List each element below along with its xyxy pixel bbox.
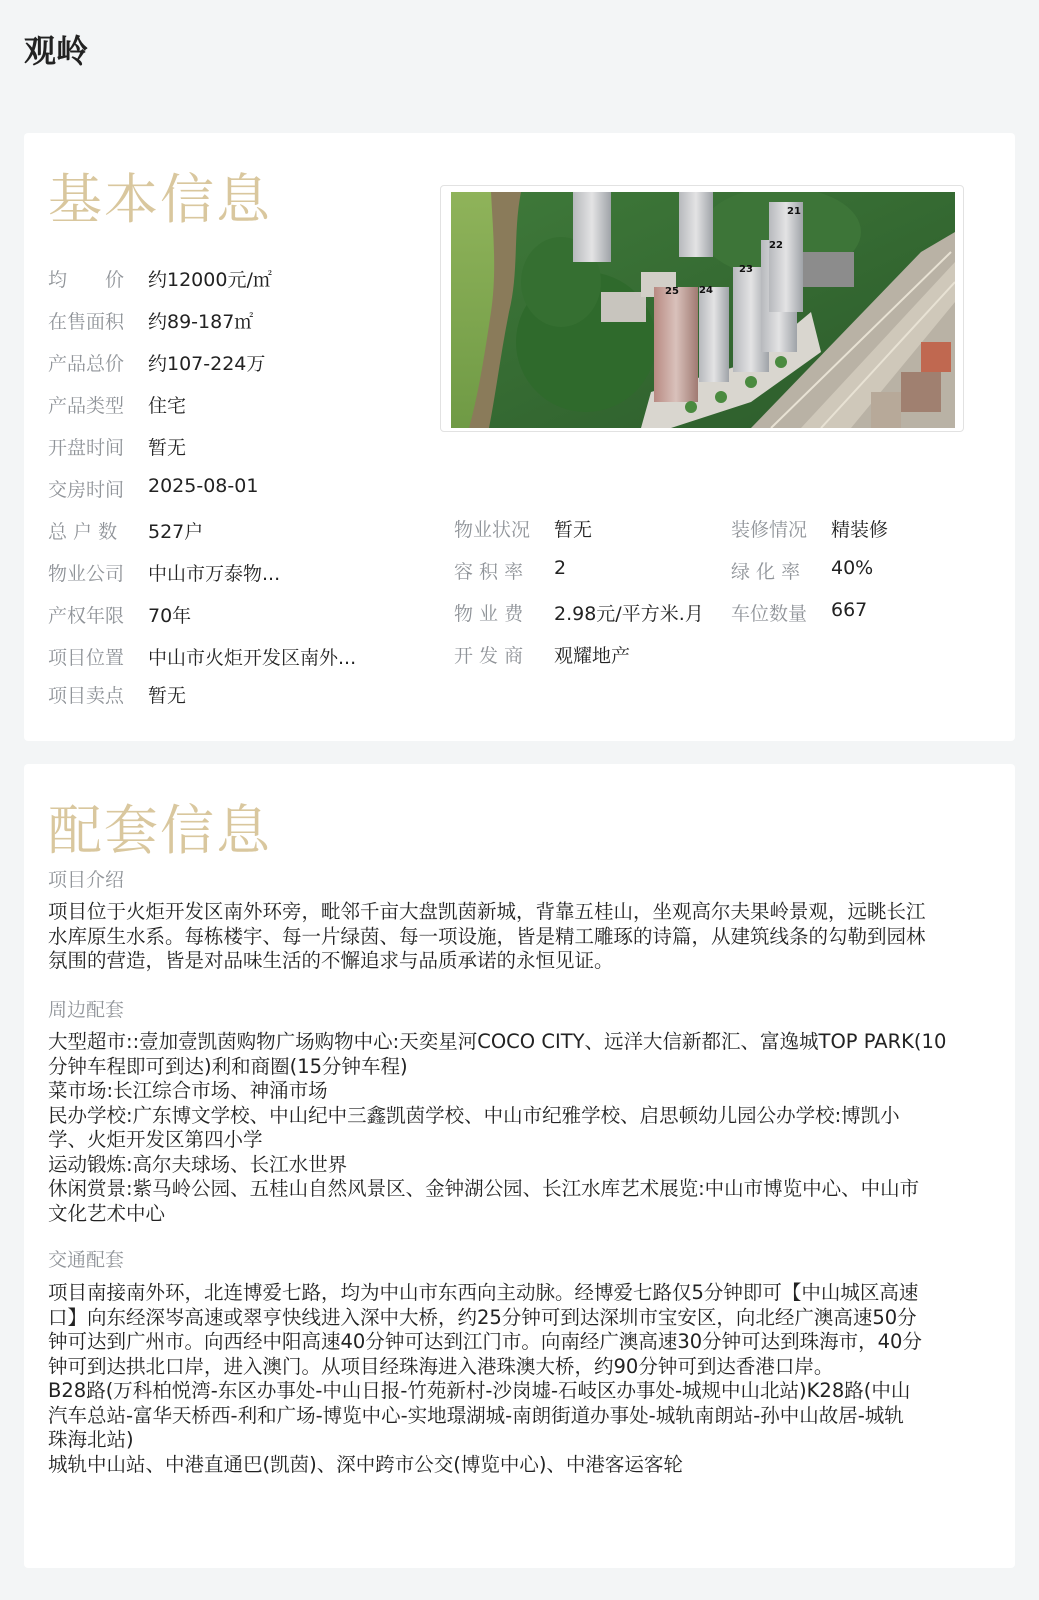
surround-line: 休闲赏景:紫马岭公园、五桂山自然风景区、金钟湖公园、长江水库艺术展览:中山市博览中心、中山市 bbox=[48, 1177, 920, 1200]
info-label: 物业公司 bbox=[48, 563, 125, 585]
info-label: 交房时间 bbox=[48, 479, 125, 501]
info-label: 容 积 率 bbox=[454, 561, 524, 583]
traffic-line: 城轨中山站、中港直通巴(凯茵)、深中跨市公交(博览中心)、中港客运客轮 bbox=[48, 1452, 683, 1476]
traffic-label: 交通配套 bbox=[48, 1249, 125, 1271]
facility-info-card bbox=[24, 764, 1015, 1568]
info-value: 40% bbox=[831, 557, 874, 579]
info-value: 住宅 bbox=[148, 395, 187, 417]
traffic-paragraph bbox=[48, 1281, 998, 1477]
surround-line: 运动锻炼:高尔夫球场、长江水世界 bbox=[48, 1152, 348, 1176]
intro-line: 水库原生水系。每栋楼宇、每一片绿茵、每一项设施，皆是精工雕琢的诗篇，从建筑线条的勾勒到园林 bbox=[48, 924, 926, 948]
info-value: 暂无 bbox=[554, 519, 593, 541]
info-value: 中山市万泰物... bbox=[148, 563, 281, 585]
building-label: 25 bbox=[665, 286, 679, 297]
building-label: 21 bbox=[787, 206, 801, 217]
info-value: 约89-187㎡ bbox=[148, 311, 254, 333]
info-value: 约12000元/㎡ bbox=[148, 269, 272, 291]
info-label: 总 户 数 bbox=[48, 521, 118, 543]
info-value: 观耀地产 bbox=[554, 645, 631, 667]
traffic-line: 钟可达到广州市。向西经中阳高速40分钟可达到江门市。向南经广澳高速30分钟可达到珠海市，40分 bbox=[48, 1330, 922, 1353]
surround-line: 菜市场:长江综合市场、神涌市场 bbox=[48, 1079, 328, 1102]
info-value: 暂无 bbox=[148, 685, 187, 707]
info-label: 开盘时间 bbox=[48, 437, 125, 459]
surround-paragraph bbox=[48, 1030, 998, 1226]
traffic-line: B28路(万科柏悦湾-东区办事处-中山日报-竹苑新村-沙岗墟-石岐区办事处-城规中山北站)K28路(中山 bbox=[48, 1379, 911, 1402]
info-value: 667 bbox=[831, 599, 868, 621]
info-label: 项目卖点 bbox=[48, 685, 125, 707]
basic-info-card bbox=[24, 133, 1015, 741]
info-value: 约107-224万 bbox=[148, 353, 266, 375]
info-label: 物业状况 bbox=[454, 519, 531, 541]
info-value: 70年 bbox=[148, 605, 192, 627]
info-label: 装修情况 bbox=[731, 519, 808, 541]
intro-line: 氛围的营造，皆是对品味生活的不懈追求与品质承诺的永恒见证。 bbox=[48, 949, 614, 972]
info-value: 2 bbox=[554, 557, 567, 579]
surround-line: 大型超市::壹加壹凯茵购物广场购物中心:天奕星河COCO CITY、远洋大信新都汇、富逸城TOP PARK(10 bbox=[48, 1030, 947, 1053]
info-label: 绿 化 率 bbox=[731, 561, 801, 583]
surround-line: 民办学校:广东博文学校、中山纪中三鑫凯茵学校、中山市纪雅学校、启思顿幼儿园公办学校:博凯小 bbox=[48, 1103, 900, 1127]
page-title: 观岭 bbox=[24, 32, 89, 70]
basic-info-heading: 基本信息 bbox=[48, 168, 272, 231]
traffic-line: 钟可到达拱北口岸，进入澳门。从项目经珠海进入港珠澳大桥，约90分钟可到达香港口岸。 bbox=[48, 1354, 834, 1378]
building-label: 24 bbox=[699, 285, 713, 296]
info-label: 物 业 费 bbox=[454, 603, 524, 625]
building-label: 22 bbox=[769, 240, 783, 251]
project-aerial-photo bbox=[451, 192, 955, 428]
info-value: 2.98元/平方米.月 bbox=[554, 603, 704, 625]
traffic-line: 口】向东经深岑高速或翠亨快线进入深中大桥，约25分钟可到达深圳市宝安区，向北经广澳高速50分 bbox=[48, 1305, 917, 1329]
project-photo-frame[interactable] bbox=[440, 185, 964, 432]
surround-line: 文化艺术中心 bbox=[48, 1201, 166, 1225]
info-value: 中山市火炬开发区南外... bbox=[148, 647, 357, 669]
info-label: 项目位置 bbox=[48, 647, 125, 669]
info-value: 2025-08-01 bbox=[148, 475, 259, 497]
surround-line: 学、火炬开发区第四小学 bbox=[48, 1128, 263, 1151]
facility-info-heading: 配套信息 bbox=[48, 799, 272, 862]
surround-label: 周边配套 bbox=[48, 999, 125, 1021]
info-value: 527户 bbox=[148, 521, 204, 543]
info-label: 产品总价 bbox=[48, 353, 125, 375]
info-label: 在售面积 bbox=[48, 311, 125, 333]
info-label: 产品类型 bbox=[48, 395, 125, 417]
surround-line: 分钟车程即可到达)利和商圈(15分钟车程) bbox=[48, 1054, 408, 1078]
traffic-line: 珠海北站) bbox=[48, 1428, 134, 1451]
info-label: 开 发 商 bbox=[454, 645, 524, 667]
intro-label: 项目介绍 bbox=[48, 869, 125, 891]
info-label: 车位数量 bbox=[731, 603, 808, 625]
info-value: 精装修 bbox=[831, 519, 889, 541]
intro-paragraph bbox=[48, 900, 998, 974]
traffic-line: 汽车总站-富华天桥西-利和广场-博览中心-实地璟湖城-南朗街道办事处-城轨南朗站-孙中山故居-城轨 bbox=[48, 1403, 904, 1427]
info-label: 产权年限 bbox=[48, 605, 125, 627]
info-value: 暂无 bbox=[148, 437, 187, 459]
intro-line: 项目位于火炬开发区南外环旁，毗邻千亩大盘凯茵新城，背靠五桂山，坐观高尔夫果岭景观，远眺长江 bbox=[48, 900, 926, 923]
traffic-line: 项目南接南外环，北连博爱七路，均为中山市东西向主动脉。经博爱七路仅5分钟即可【中山城区高速 bbox=[48, 1281, 919, 1304]
info-label: 均 价 bbox=[48, 269, 125, 291]
building-label: 23 bbox=[739, 264, 753, 275]
